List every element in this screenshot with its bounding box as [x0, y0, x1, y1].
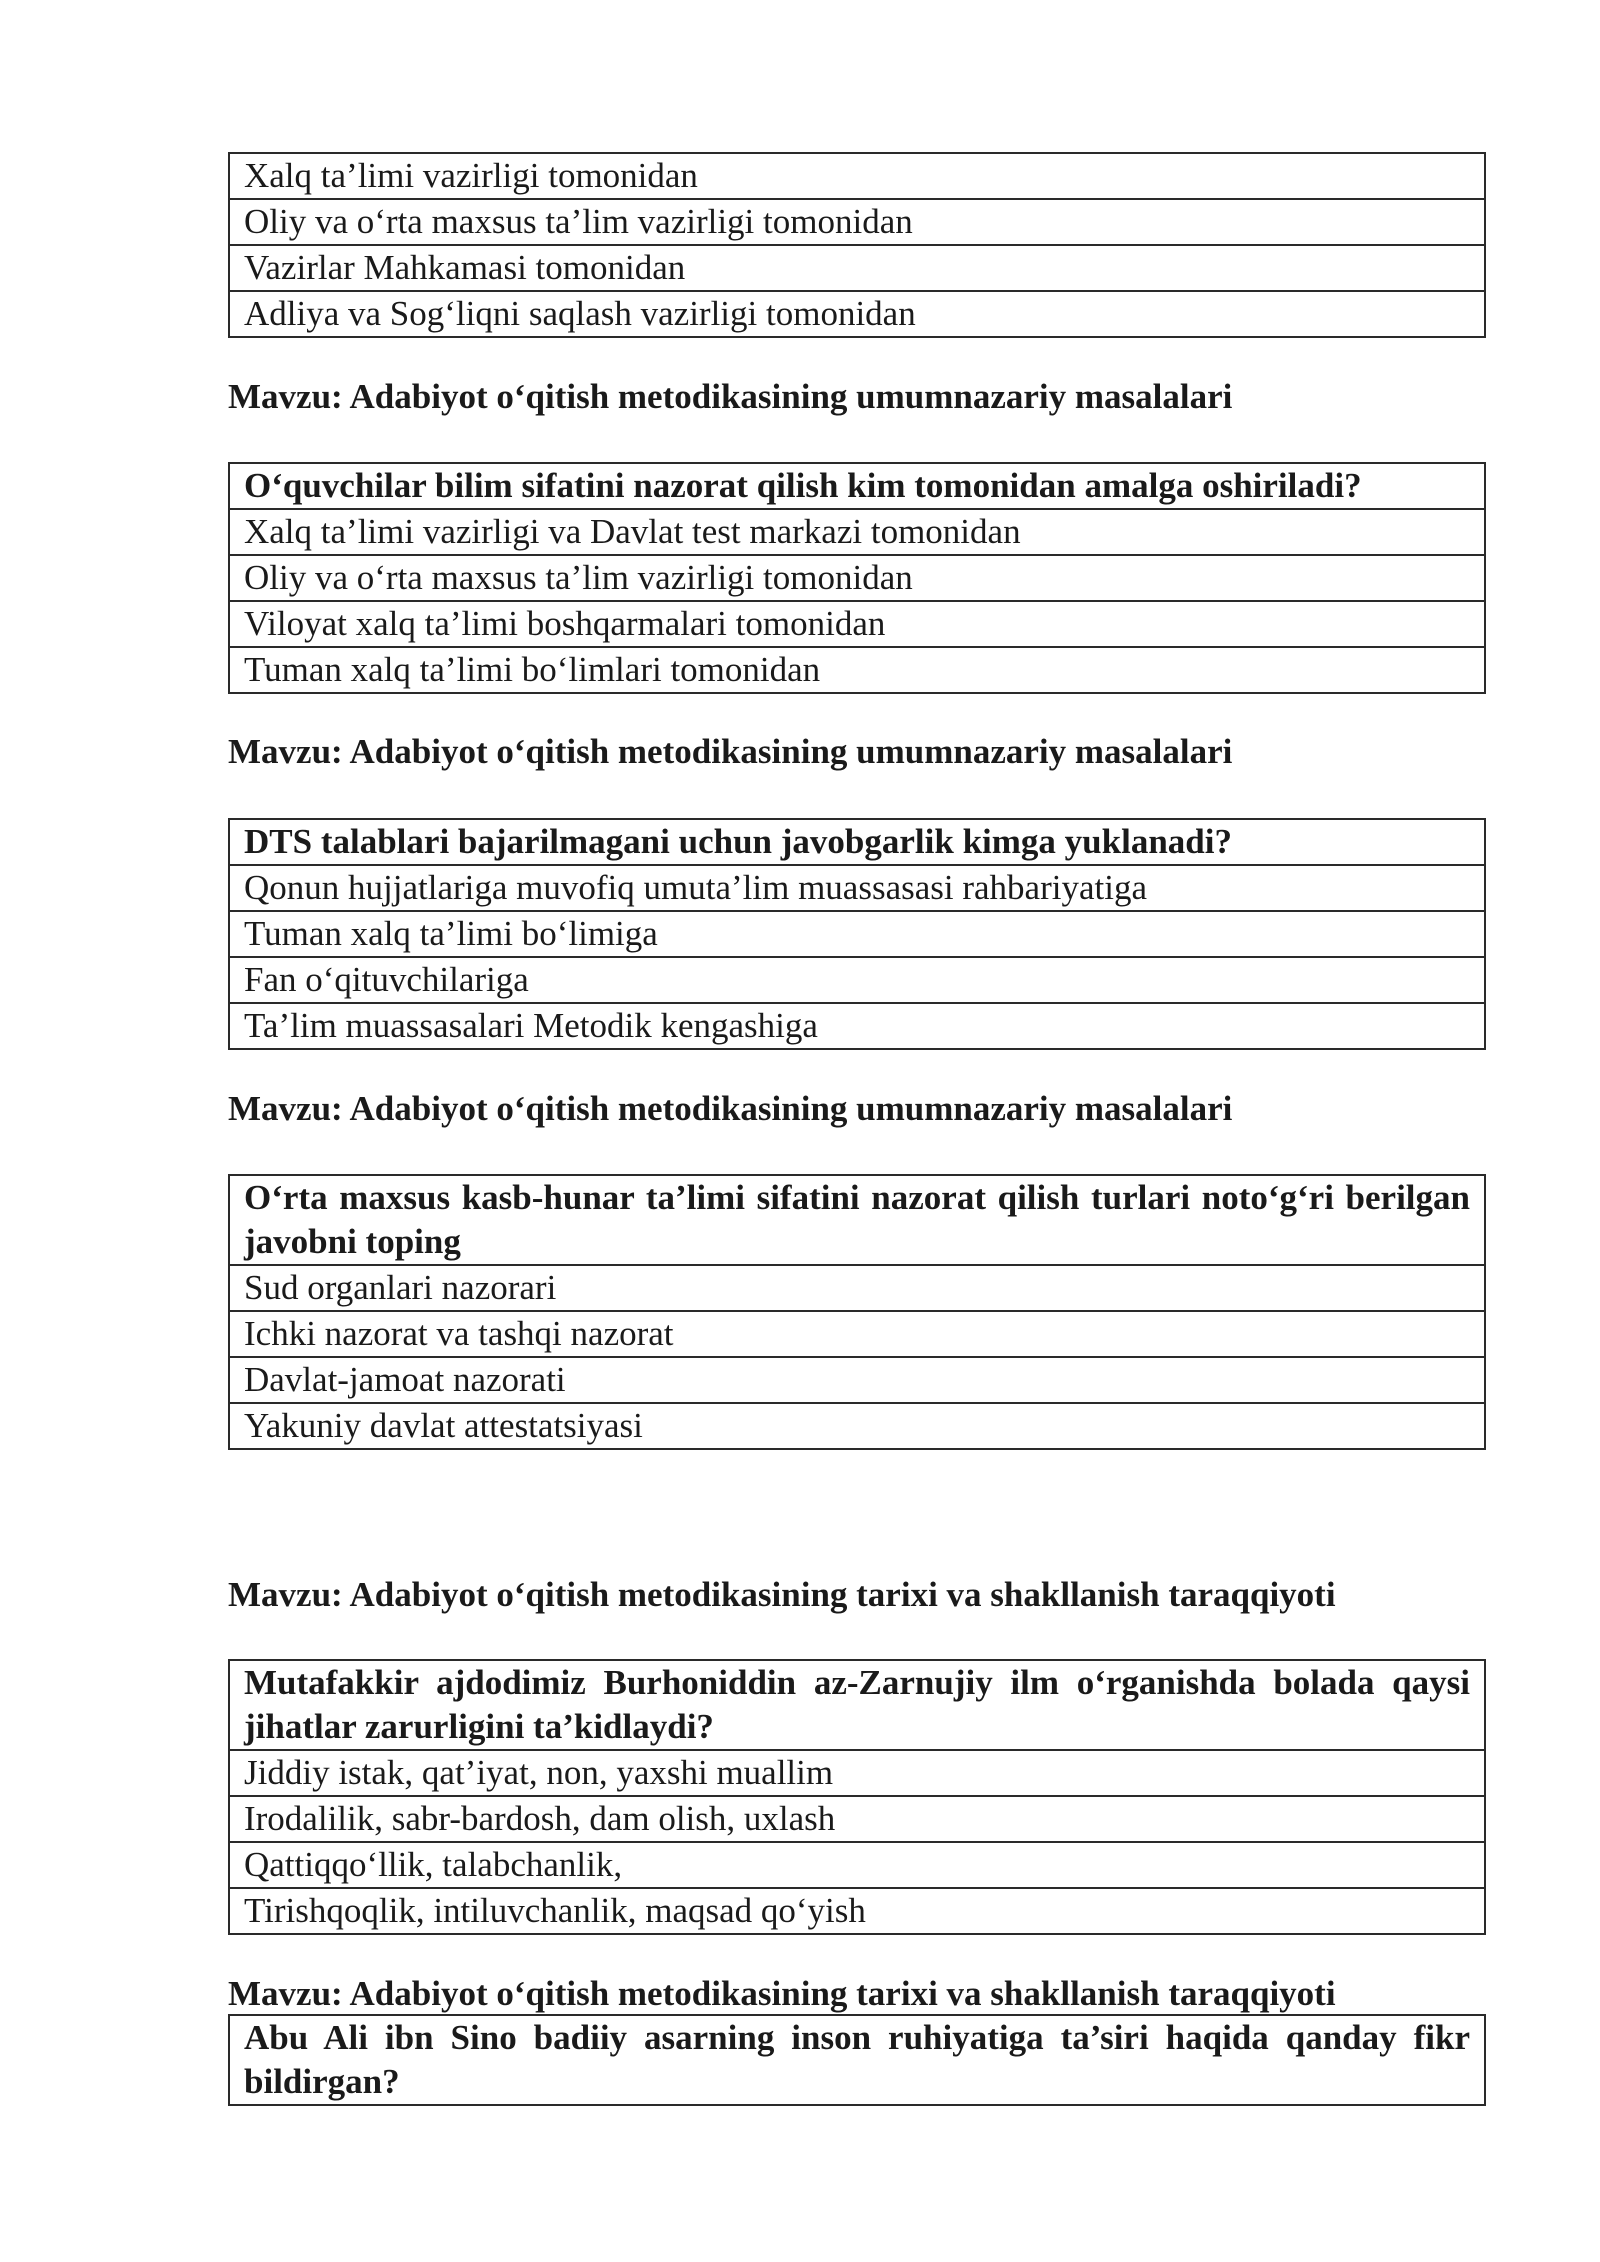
answer-row: [229, 509, 1485, 555]
answer-option: Irodalilik, sabr-bardosh, dam olish, uxlash: [229, 1796, 1485, 1842]
question-table-2: [228, 462, 1486, 694]
question-row: [229, 1660, 1485, 1750]
question-row: [229, 819, 1485, 865]
answer-option: Fan o‘qituvchilariga: [229, 957, 1485, 1003]
question-block-1: [228, 152, 1486, 338]
answer-option: Qattiqqo‘llik, talabchanlik,: [229, 1842, 1485, 1888]
question-block-3: [228, 730, 1486, 774]
answer-row: [229, 1403, 1485, 1449]
answer-option: Ichki nazorat va tashqi nazorat: [229, 1311, 1485, 1357]
question-block-6: [228, 1972, 1486, 2016]
question-text: Abu Ali ibn Sino badiiy asarning inson ruhiyatiga ta’siri haqida qanday fikr bildirgan?: [229, 2015, 1485, 2105]
question-block-4: [228, 1087, 1486, 1131]
answer-row: [229, 153, 1485, 199]
topic-heading: Mavzu: Adabiyot o‘qitish metodikasining umumnazariy masalalari: [228, 1089, 1233, 1128]
answer-row: [229, 1265, 1485, 1311]
question-table-3: [228, 818, 1486, 1050]
question-table: [228, 1174, 1486, 1450]
answer-option: Tuman xalq ta’limi bo‘limlari tomonidan: [229, 647, 1485, 693]
answer-row: [229, 1357, 1485, 1403]
answer-row: [229, 1842, 1485, 1888]
answer-row: [229, 957, 1485, 1003]
answer-option: Xalq ta’limi vazirligi va Davlat test markazi tomonidan: [229, 509, 1485, 555]
answer-option: Ta’lim muassasalari Metodik kengashiga: [229, 1003, 1485, 1049]
answer-table: [228, 152, 1486, 338]
answer-row: [229, 865, 1485, 911]
question-text: DTS talablari bajarilmagani uchun javobgarlik kimga yuklanadi?: [229, 819, 1485, 865]
question-table: [228, 2014, 1486, 2106]
question-row: [229, 2015, 1485, 2105]
answer-option: Davlat-jamoat nazorati: [229, 1357, 1485, 1403]
answer-row: [229, 245, 1485, 291]
answer-row: [229, 647, 1485, 693]
question-table: [228, 818, 1486, 1050]
answer-option: Xalq ta’limi vazirligi tomonidan: [229, 153, 1485, 199]
answer-option: Adliya va Sog‘liqni saqlash vazirligi tomonidan: [229, 291, 1485, 337]
question-table-6: [228, 2014, 1486, 2106]
answer-row: [229, 199, 1485, 245]
answer-row: [229, 911, 1485, 957]
answer-option: Yakuniy davlat attestatsiyasi: [229, 1403, 1485, 1449]
answer-option: Tuman xalq ta’limi bo‘limiga: [229, 911, 1485, 957]
question-table: [228, 1659, 1486, 1935]
answer-option: Tirishqoqlik, intiluvchanlik, maqsad qo‘yish: [229, 1888, 1485, 1934]
answer-option: Oliy va o‘rta maxsus ta’lim vazirligi tomonidan: [229, 199, 1485, 245]
question-row: [229, 1175, 1485, 1265]
question-text: O‘rta maxsus kasb-hunar ta’limi sifatini nazorat qilish turlari noto‘g‘ri berilgan javobni toping: [229, 1175, 1485, 1265]
topic-heading: Mavzu: Adabiyot o‘qitish metodikasining umumnazariy masalalari: [228, 732, 1233, 771]
answer-option: Jiddiy istak, qat’iyat, non, yaxshi muallim: [229, 1750, 1485, 1796]
answer-option: Oliy va o‘rta maxsus ta’lim vazirligi tomonidan: [229, 555, 1485, 601]
answer-row: [229, 1796, 1485, 1842]
answer-row: [229, 555, 1485, 601]
answer-row: [229, 1311, 1485, 1357]
question-table-5: [228, 1659, 1486, 1935]
answer-row: [229, 601, 1485, 647]
answer-row: [229, 1888, 1485, 1934]
answer-option: Viloyat xalq ta’limi boshqarmalari tomonidan: [229, 601, 1485, 647]
question-text: O‘quvchilar bilim sifatini nazorat qilish kim tomonidan amalga oshiriladi?: [229, 463, 1485, 509]
question-block-5: [228, 1573, 1486, 1617]
answer-row: [229, 1003, 1485, 1049]
question-table: [228, 462, 1486, 694]
topic-heading: Mavzu: Adabiyot o‘qitish metodikasining umumnazariy masalalari: [228, 377, 1233, 416]
answer-row: [229, 291, 1485, 337]
topic-heading: Mavzu: Adabiyot o‘qitish metodikasining tarixi va shakllanish taraqqiyoti: [228, 1575, 1336, 1614]
question-row: [229, 463, 1485, 509]
answer-option: Vazirlar Mahkamasi tomonidan: [229, 245, 1485, 291]
question-table-4: [228, 1174, 1486, 1450]
topic-heading: Mavzu: Adabiyot o‘qitish metodikasining tarixi va shakllanish taraqqiyoti: [228, 1974, 1336, 2013]
question-text: Mutafakkir ajdodimiz Burhoniddin az-Zarnujiy ilm o‘rganishda bolada qaysi jihatlar zarurligini ta’kidlaydi?: [229, 1660, 1485, 1750]
answer-option: Qonun hujjatlariga muvofiq umuta’lim muassasasi rahbariyatiga: [229, 865, 1485, 911]
answer-option: Sud organlari nazorari: [229, 1265, 1485, 1311]
answer-row: [229, 1750, 1485, 1796]
question-block-2: [228, 375, 1486, 419]
